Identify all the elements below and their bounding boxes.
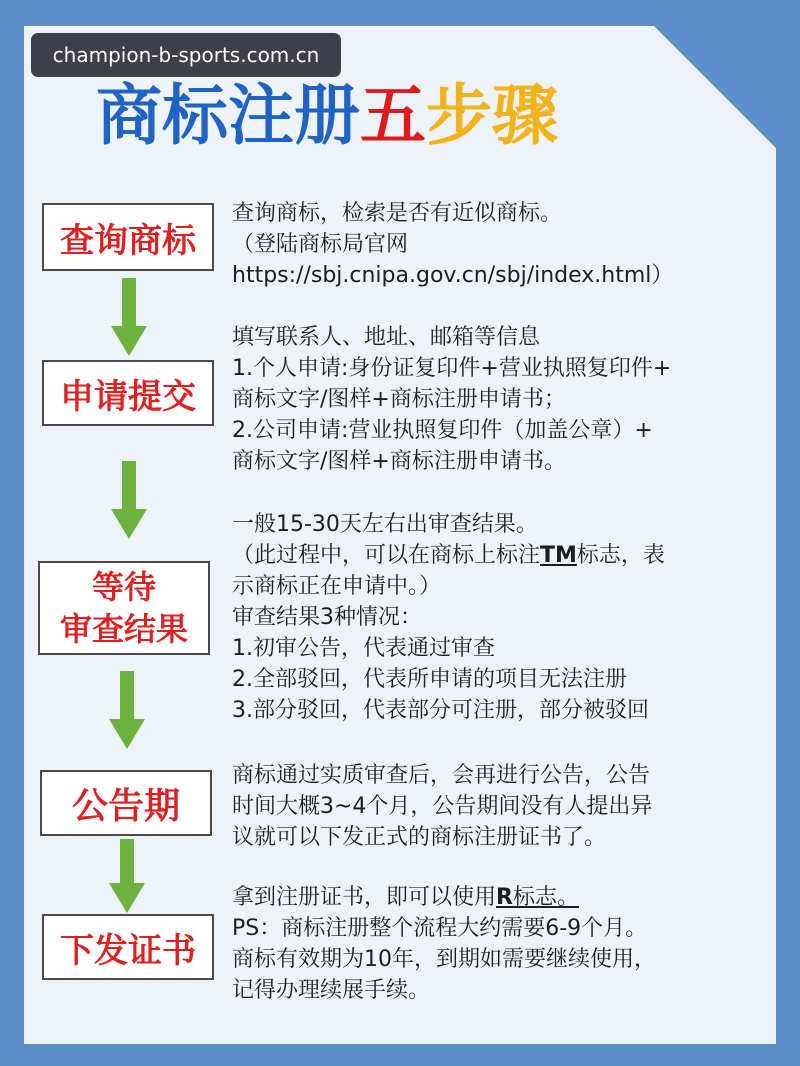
title-part-yellow: 步骤 [426, 77, 558, 154]
step-5-line [232, 882, 656, 913]
step-2-box [42, 360, 214, 426]
step-3-text: （此过程中，可以在商标上标注 [232, 543, 541, 568]
step-3-line: 示商标正在申请中。） [232, 574, 442, 599]
step-3-line: 审查结果3种情况： [232, 605, 422, 630]
step-5-text: 标志。 [512, 885, 579, 910]
step-3-line: 3.部分驳回，代表部分可注册，部分被驳回 [232, 698, 649, 723]
step-5-line: PS：商标注册整个流程大约需要6-9个月。 [232, 916, 648, 941]
step-3-line [232, 540, 665, 571]
step-4-line: 时间大概3~4个月，公告期间没有人提出异 [232, 794, 653, 819]
step-3-line: 1.初审公告，代表通过审查 [232, 636, 495, 661]
step-2-line: 2.公司申请:营业执照复印件（加盖公章）+ [232, 418, 653, 443]
step-4-description [232, 760, 652, 853]
step-2-line: 商标文字/图样+商标注册申请书。 [232, 449, 566, 474]
step-1-label: 查询商标 [60, 220, 196, 261]
step-3-label-line: 等待 [91, 568, 156, 606]
r-mark: R [496, 885, 513, 910]
step-2-line: 填写联系人、地址、邮箱等信息 [232, 325, 541, 350]
title-part-red: 五 [360, 77, 426, 154]
arrow-down-icon [111, 461, 147, 539]
step-3-line: 一般15-30天左右出审查结果。 [232, 512, 538, 537]
title-part-blue: 商标注册 [96, 77, 360, 154]
arrow-down-icon [109, 671, 145, 749]
step-3-line: 2.全部驳回，代表所申请的项目无法注册 [232, 667, 627, 692]
step-4-line: 议就可以下发正式的商标注册证书了。 [232, 825, 607, 850]
step-3-box [38, 561, 210, 655]
step-2-line: 商标文字/图样+商标注册申请书； [232, 387, 566, 412]
step-4-line: 商标通过实质审查后，会再进行公告，公告 [232, 763, 651, 788]
step-2-label: 申请提交 [60, 376, 196, 417]
step-1-box [42, 203, 214, 271]
tm-mark: TM [540, 543, 577, 568]
step-5-description [232, 882, 656, 1006]
page-title [96, 76, 558, 156]
step-2-description [232, 322, 671, 477]
step-4-label: 公告期 [71, 785, 180, 827]
arrow-down-icon [109, 839, 145, 913]
step-5-line: 记得办理续展手续。 [232, 978, 431, 1003]
step-4-box [40, 770, 212, 836]
step-5-line: 商标有效期为10年，到期如需要继续使用， [232, 947, 656, 972]
step-3-label-line: 审查结果 [59, 610, 188, 648]
step-5-box [42, 914, 214, 980]
step-2-line: 1.个人申请:身份证复印件+营业执照复印件+ [232, 356, 672, 381]
step-1-line: （登陆商标局官网 [232, 232, 409, 257]
step-1-description [232, 198, 673, 291]
step-3-description [232, 509, 665, 726]
step-5-text: 拿到注册证书，即可以使用 [232, 885, 497, 910]
step-1-line: 查询商标，检索是否有近似商标。 [232, 201, 563, 226]
step-3-text: 标志，表 [576, 543, 665, 568]
arrow-down-icon [111, 278, 147, 356]
step-5-label: 下发证书 [60, 930, 196, 971]
watermark-badge: champion-b-sports.com.cn [31, 33, 341, 77]
step-1-line: https://sbj.cnipa.gov.cn/sbj/index.html） [232, 263, 674, 288]
